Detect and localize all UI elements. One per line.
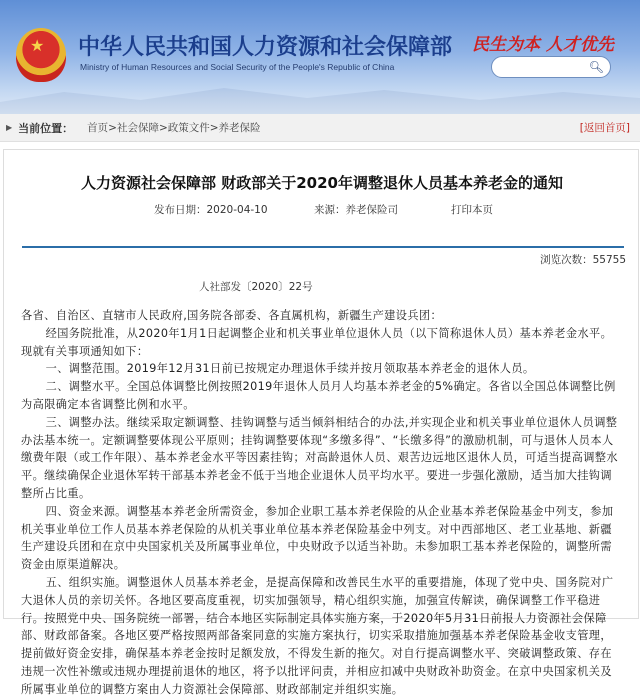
slogan: 民生为本 人才优先 [472, 35, 614, 55]
ministry-title-cn: 中华人民共和国人力资源和社会保障部 [78, 35, 453, 60]
publish-date: 发布日期：2020-04-10 [154, 204, 268, 216]
article-source: 来源：养老保险司 [314, 204, 398, 216]
paragraph: 二、调整水平。全国总体调整比例按照2019年退休人员月人均基本养老金的5%确定。各省以全国总体调整比例为高限确定本省调整比例和水平。 [21, 380, 616, 411]
view-count: 浏览次数：55755 [540, 254, 626, 266]
breadcrumb[interactable]: 首页>社会保障>政策文件>养老保险 [87, 122, 261, 134]
print-page-link[interactable]: 打印本页 [451, 204, 493, 216]
return-home-link[interactable]: [返回首页] [579, 122, 630, 134]
document-number: 人社部发〔2020〕22号 [199, 281, 313, 293]
search-box [491, 56, 611, 78]
paragraph: 四、资金来源。调整基本养老金所需资金，参加企业职工基本养老保险的从企业基本养老保险基金中列支，参加机关事业单位工作人员基本养老保险的从机关事业单位基本养老保险基金中列支。对中西部地区、老工业基地、新疆生产建设兵团和在京中央国家机关及所属事业单位，中央财政予以适当补助。未参加职工基本养老保险的，调整所需资金由原渠道解决。 [21, 504, 614, 572]
article-container [3, 149, 639, 696]
article-body [21, 307, 619, 699]
national-emblem-icon: ★ [16, 28, 66, 82]
site-header-banner [0, 0, 640, 114]
divider [22, 246, 624, 248]
breadcrumb-bar [0, 114, 640, 142]
article-title: 人力资源社会保障部 财政部关于2020年调整退休人员基本养老金的通知 [81, 174, 563, 192]
search-input[interactable] [500, 58, 596, 78]
paragraph: 经国务院批准，从2020年1月1日起调整企业和机关事业单位退休人员（以下简称退休人员）基本养老金水平。现就有关事项通知如下： [21, 326, 613, 358]
breadcrumb-label: 当前位置： [18, 121, 74, 135]
search-icon[interactable]: 🔍︎ [588, 60, 604, 74]
paragraph: 三、调整办法。继续采取定额调整、挂钩调整与适当倾斜相结合的办法,并实现企业和机关事业单位退休人员调整办法基本统一。定额调整要体现公平原则；挂钩调整要体现“多缴多得”、“长缴多得”的激励机制，可与退休人员本人缴费年限（或工作年限）、基本养老金水平等因素挂钩；对高龄退休人员、艰苦边远地区退休人员，可适当提高调整水平。继续确保企业退休军转干部基本养老金不低于当地企业退休人员平均水平。要进一步强化激励，适当加大挂钩调整所占比重。 [21, 415, 618, 500]
ministry-title-en: Ministry of Human Resources and Social Security of the People's Republic of China [80, 62, 395, 72]
paragraph: 一、调整范围。2019年12月31日前已按规定办理退休手续并按月领取基本养老金的退休人员。 [45, 362, 535, 376]
paragraph: 五、组织实施。调整退休人员基本养老金，是提高保障和改善民生水平的重要措施，体现了党中央、国务院对广大退休人员的亲切关怀。各地区要高度重视，切实加强领导，精心组织实施，加强宣传解读，确保调整工作平稳进行。按照党中央、国务院统一部署，结合本地区实际制定具体实施方案，于2020年5月31日前报人力资源社会保障部、财政部备案。各地区要严格按照两部备案同意的实施方案执行，切实采取措施加强基本养老保险基金收支管理，提前做好资金安排，确保基本养老金按时足额发放，不得发生新的拖欠。对自行提高调整水平、突破调整政策、存在违规一次性补缴或违规办理提前退休的地区，将予以批评问责，并相应扣减中央财政补助资金。在京中央国家机关及所属事业单位的调整方案由人力资源社会保障部、财政部制定并组织实施。 [21, 575, 614, 696]
triangle-right-icon: ▶ [6, 123, 13, 132]
mountain-decoration [0, 78, 640, 114]
salutation: 各省、自治区、直辖市人民政府,国务院各部委、各直属机构，新疆生产建设兵团： [21, 309, 443, 322]
